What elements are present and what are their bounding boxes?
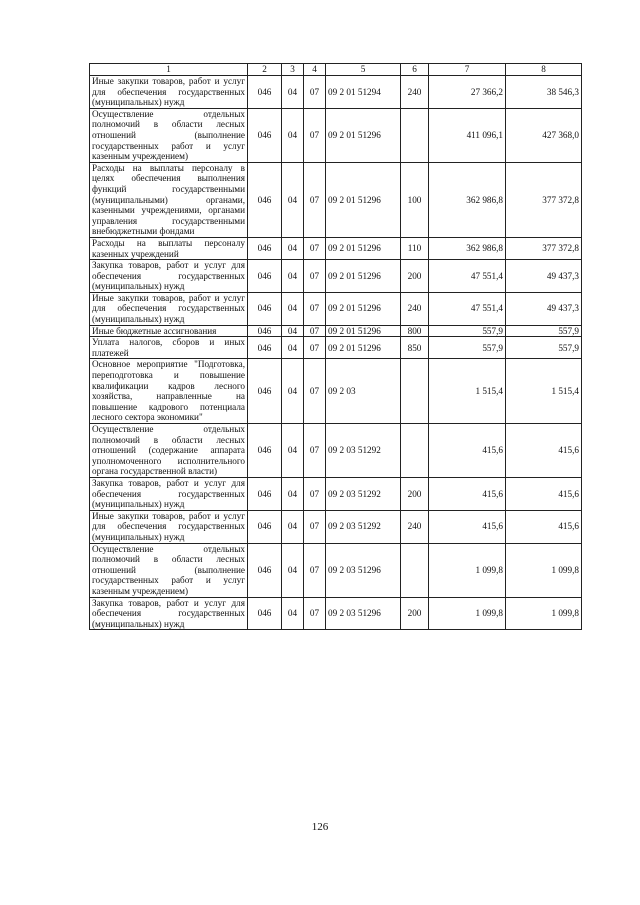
- amount-year1-cell: 1 099,8: [429, 597, 506, 630]
- page-number: 126: [311, 821, 329, 833]
- section-cell: 04: [282, 325, 304, 337]
- amount-year1-cell: 1 099,8: [429, 543, 506, 597]
- table-row: [90, 424, 582, 478]
- amount-year2-cell: 1 099,8: [506, 597, 582, 630]
- section-cell: 04: [282, 337, 304, 359]
- ministry-code-cell: 046: [248, 260, 282, 293]
- header-cell: 4: [304, 64, 326, 76]
- section-cell: 04: [282, 292, 304, 325]
- expense-type-cell: 800: [401, 325, 429, 337]
- header-cell: 5: [326, 64, 401, 76]
- amount-year2-cell: 38 546,3: [506, 76, 582, 109]
- ministry-code-cell: 046: [248, 108, 282, 162]
- table-row: [90, 76, 582, 109]
- subsection-cell: 07: [304, 162, 326, 237]
- ministry-code-cell: 046: [248, 325, 282, 337]
- subsection-cell: 07: [304, 237, 326, 259]
- table-row: [90, 597, 582, 630]
- amount-year1-cell: 362 986,8: [429, 237, 506, 259]
- row-name-cell: Осуществление отдельных полномочий в области лесных отношений (содержание аппарата уполномоченного исполнительного органа государственной власти): [90, 424, 248, 478]
- ministry-code-cell: 046: [248, 162, 282, 237]
- expense-type-cell: 110: [401, 237, 429, 259]
- table-row: [90, 237, 582, 259]
- table-row: [90, 260, 582, 293]
- header-cell: 7: [429, 64, 506, 76]
- amount-year1-cell: 415,6: [429, 510, 506, 543]
- expense-type-cell: 240: [401, 292, 429, 325]
- amount-year2-cell: 1 099,8: [506, 543, 582, 597]
- expense-type-cell: [401, 543, 429, 597]
- amount-year1-cell: 557,9: [429, 325, 506, 337]
- target-article-cell: 09 2 01 51296: [326, 260, 401, 293]
- expense-type-cell: [401, 108, 429, 162]
- expense-type-cell: 200: [401, 477, 429, 510]
- amount-year1-cell: 362 986,8: [429, 162, 506, 237]
- ministry-code-cell: 046: [248, 237, 282, 259]
- target-article-cell: 09 2 01 51296: [326, 292, 401, 325]
- header-cell: 1: [90, 64, 248, 76]
- amount-year2-cell: 427 368,0: [506, 108, 582, 162]
- subsection-cell: 07: [304, 337, 326, 359]
- header-cell: 3: [282, 64, 304, 76]
- amount-year1-cell: 47 551,4: [429, 260, 506, 293]
- subsection-cell: 07: [304, 359, 326, 424]
- table-row: [90, 108, 582, 162]
- amount-year2-cell: 415,6: [506, 510, 582, 543]
- target-article-cell: 09 2 01 51296: [326, 337, 401, 359]
- target-article-cell: 09 2 03 51292: [326, 424, 401, 478]
- section-cell: 04: [282, 108, 304, 162]
- table-row: [90, 510, 582, 543]
- table-row: [90, 359, 582, 424]
- table-row: [90, 337, 582, 359]
- amount-year2-cell: 49 437,3: [506, 260, 582, 293]
- amount-year1-cell: 415,6: [429, 477, 506, 510]
- amount-year2-cell: 1 515,4: [506, 359, 582, 424]
- table-row: [90, 292, 582, 325]
- ministry-code-cell: 046: [248, 543, 282, 597]
- row-name-cell: Основное мероприятие "Подготовка, переподготовка и повышение квалификации кадров лесного хозяйства, направленные на повышение кадрового потенциала лесного сектора экономики": [90, 359, 248, 424]
- budget-table: [89, 63, 582, 630]
- expense-type-cell: 200: [401, 260, 429, 293]
- header-cell: 2: [248, 64, 282, 76]
- row-name-cell: Расходы на выплаты персоналу в целях обеспечения выполнения функций государственными (муниципальными) органами, казенными учреждениями, органами управления государственными внебюджетными фондами: [90, 162, 248, 237]
- subsection-cell: 07: [304, 325, 326, 337]
- table-row: [90, 477, 582, 510]
- target-article-cell: 09 2 03 51292: [326, 510, 401, 543]
- row-name-cell: Осуществление отдельных полномочий в области лесных отношений (выполнение государственных работ и услуг казенным учреждением): [90, 543, 248, 597]
- expense-type-cell: 240: [401, 510, 429, 543]
- amount-year1-cell: 47 551,4: [429, 292, 506, 325]
- row-name-cell: Расходы на выплаты персоналу казенных учреждений: [90, 237, 248, 259]
- section-cell: 04: [282, 543, 304, 597]
- table-header-row: [90, 64, 582, 76]
- expense-type-cell: 200: [401, 597, 429, 630]
- subsection-cell: 07: [304, 477, 326, 510]
- section-cell: 04: [282, 76, 304, 109]
- row-name-cell: Закупка товаров, работ и услуг для обеспечения государственных (муниципальных) нужд: [90, 260, 248, 293]
- table-row: [90, 162, 582, 237]
- section-cell: 04: [282, 237, 304, 259]
- subsection-cell: 07: [304, 597, 326, 630]
- target-article-cell: 09 2 03 51296: [326, 597, 401, 630]
- table-row: [90, 543, 582, 597]
- amount-year2-cell: 415,6: [506, 424, 582, 478]
- header-cell: 6: [401, 64, 429, 76]
- amount-year2-cell: 377 372,8: [506, 162, 582, 237]
- header-cell: 8: [506, 64, 582, 76]
- amount-year1-cell: 27 366,2: [429, 76, 506, 109]
- ministry-code-cell: 046: [248, 359, 282, 424]
- amount-year2-cell: 557,9: [506, 325, 582, 337]
- target-article-cell: 09 2 01 51296: [326, 108, 401, 162]
- ministry-code-cell: 046: [248, 76, 282, 109]
- target-article-cell: 09 2 03 51296: [326, 543, 401, 597]
- ministry-code-cell: 046: [248, 292, 282, 325]
- expense-type-cell: [401, 359, 429, 424]
- ministry-code-cell: 046: [248, 597, 282, 630]
- row-name-cell: Закупка товаров, работ и услуг для обеспечения государственных (муниципальных) нужд: [90, 477, 248, 510]
- amount-year1-cell: 411 096,1: [429, 108, 506, 162]
- row-name-cell: Закупка товаров, работ и услуг для обеспечения государственных (муниципальных) нужд: [90, 597, 248, 630]
- target-article-cell: 09 2 01 51294: [326, 76, 401, 109]
- target-article-cell: 09 2 03 51292: [326, 477, 401, 510]
- subsection-cell: 07: [304, 510, 326, 543]
- expense-type-cell: [401, 424, 429, 478]
- section-cell: 04: [282, 424, 304, 478]
- amount-year2-cell: 557,9: [506, 337, 582, 359]
- section-cell: 04: [282, 477, 304, 510]
- amount-year2-cell: 377 372,8: [506, 237, 582, 259]
- section-cell: 04: [282, 510, 304, 543]
- ministry-code-cell: 046: [248, 477, 282, 510]
- expense-type-cell: 850: [401, 337, 429, 359]
- section-cell: 04: [282, 359, 304, 424]
- section-cell: 04: [282, 597, 304, 630]
- subsection-cell: 07: [304, 543, 326, 597]
- row-name-cell: Иные закупки товаров, работ и услуг для обеспечения государственных (муниципальных) нужд: [90, 76, 248, 109]
- expense-type-cell: 240: [401, 76, 429, 109]
- ministry-code-cell: 046: [248, 510, 282, 543]
- row-name-cell: Уплата налогов, сборов и иных платежей: [90, 337, 248, 359]
- section-cell: 04: [282, 162, 304, 237]
- subsection-cell: 07: [304, 424, 326, 478]
- subsection-cell: 07: [304, 292, 326, 325]
- amount-year2-cell: 415,6: [506, 477, 582, 510]
- row-name-cell: Иные бюджетные ассигнования: [90, 325, 248, 337]
- expense-type-cell: 100: [401, 162, 429, 237]
- amount-year1-cell: 557,9: [429, 337, 506, 359]
- row-name-cell: Иные закупки товаров, работ и услуг для обеспечения государственных (муниципальных) нужд: [90, 292, 248, 325]
- target-article-cell: 09 2 01 51296: [326, 162, 401, 237]
- ministry-code-cell: 046: [248, 337, 282, 359]
- row-name-cell: Осуществление отдельных полномочий в области лесных отношений (выполнение государственных работ и услуг казенным учреждением): [90, 108, 248, 162]
- table-row: [90, 325, 582, 337]
- ministry-code-cell: 046: [248, 424, 282, 478]
- amount-year1-cell: 415,6: [429, 424, 506, 478]
- subsection-cell: 07: [304, 260, 326, 293]
- section-cell: 04: [282, 260, 304, 293]
- amount-year2-cell: 49 437,3: [506, 292, 582, 325]
- target-article-cell: 09 2 01 51296: [326, 325, 401, 337]
- target-article-cell: 09 2 03: [326, 359, 401, 424]
- subsection-cell: 07: [304, 108, 326, 162]
- amount-year1-cell: 1 515,4: [429, 359, 506, 424]
- target-article-cell: 09 2 01 51296: [326, 237, 401, 259]
- subsection-cell: 07: [304, 76, 326, 109]
- row-name-cell: Иные закупки товаров, работ и услуг для обеспечения государственных (муниципальных) нужд: [90, 510, 248, 543]
